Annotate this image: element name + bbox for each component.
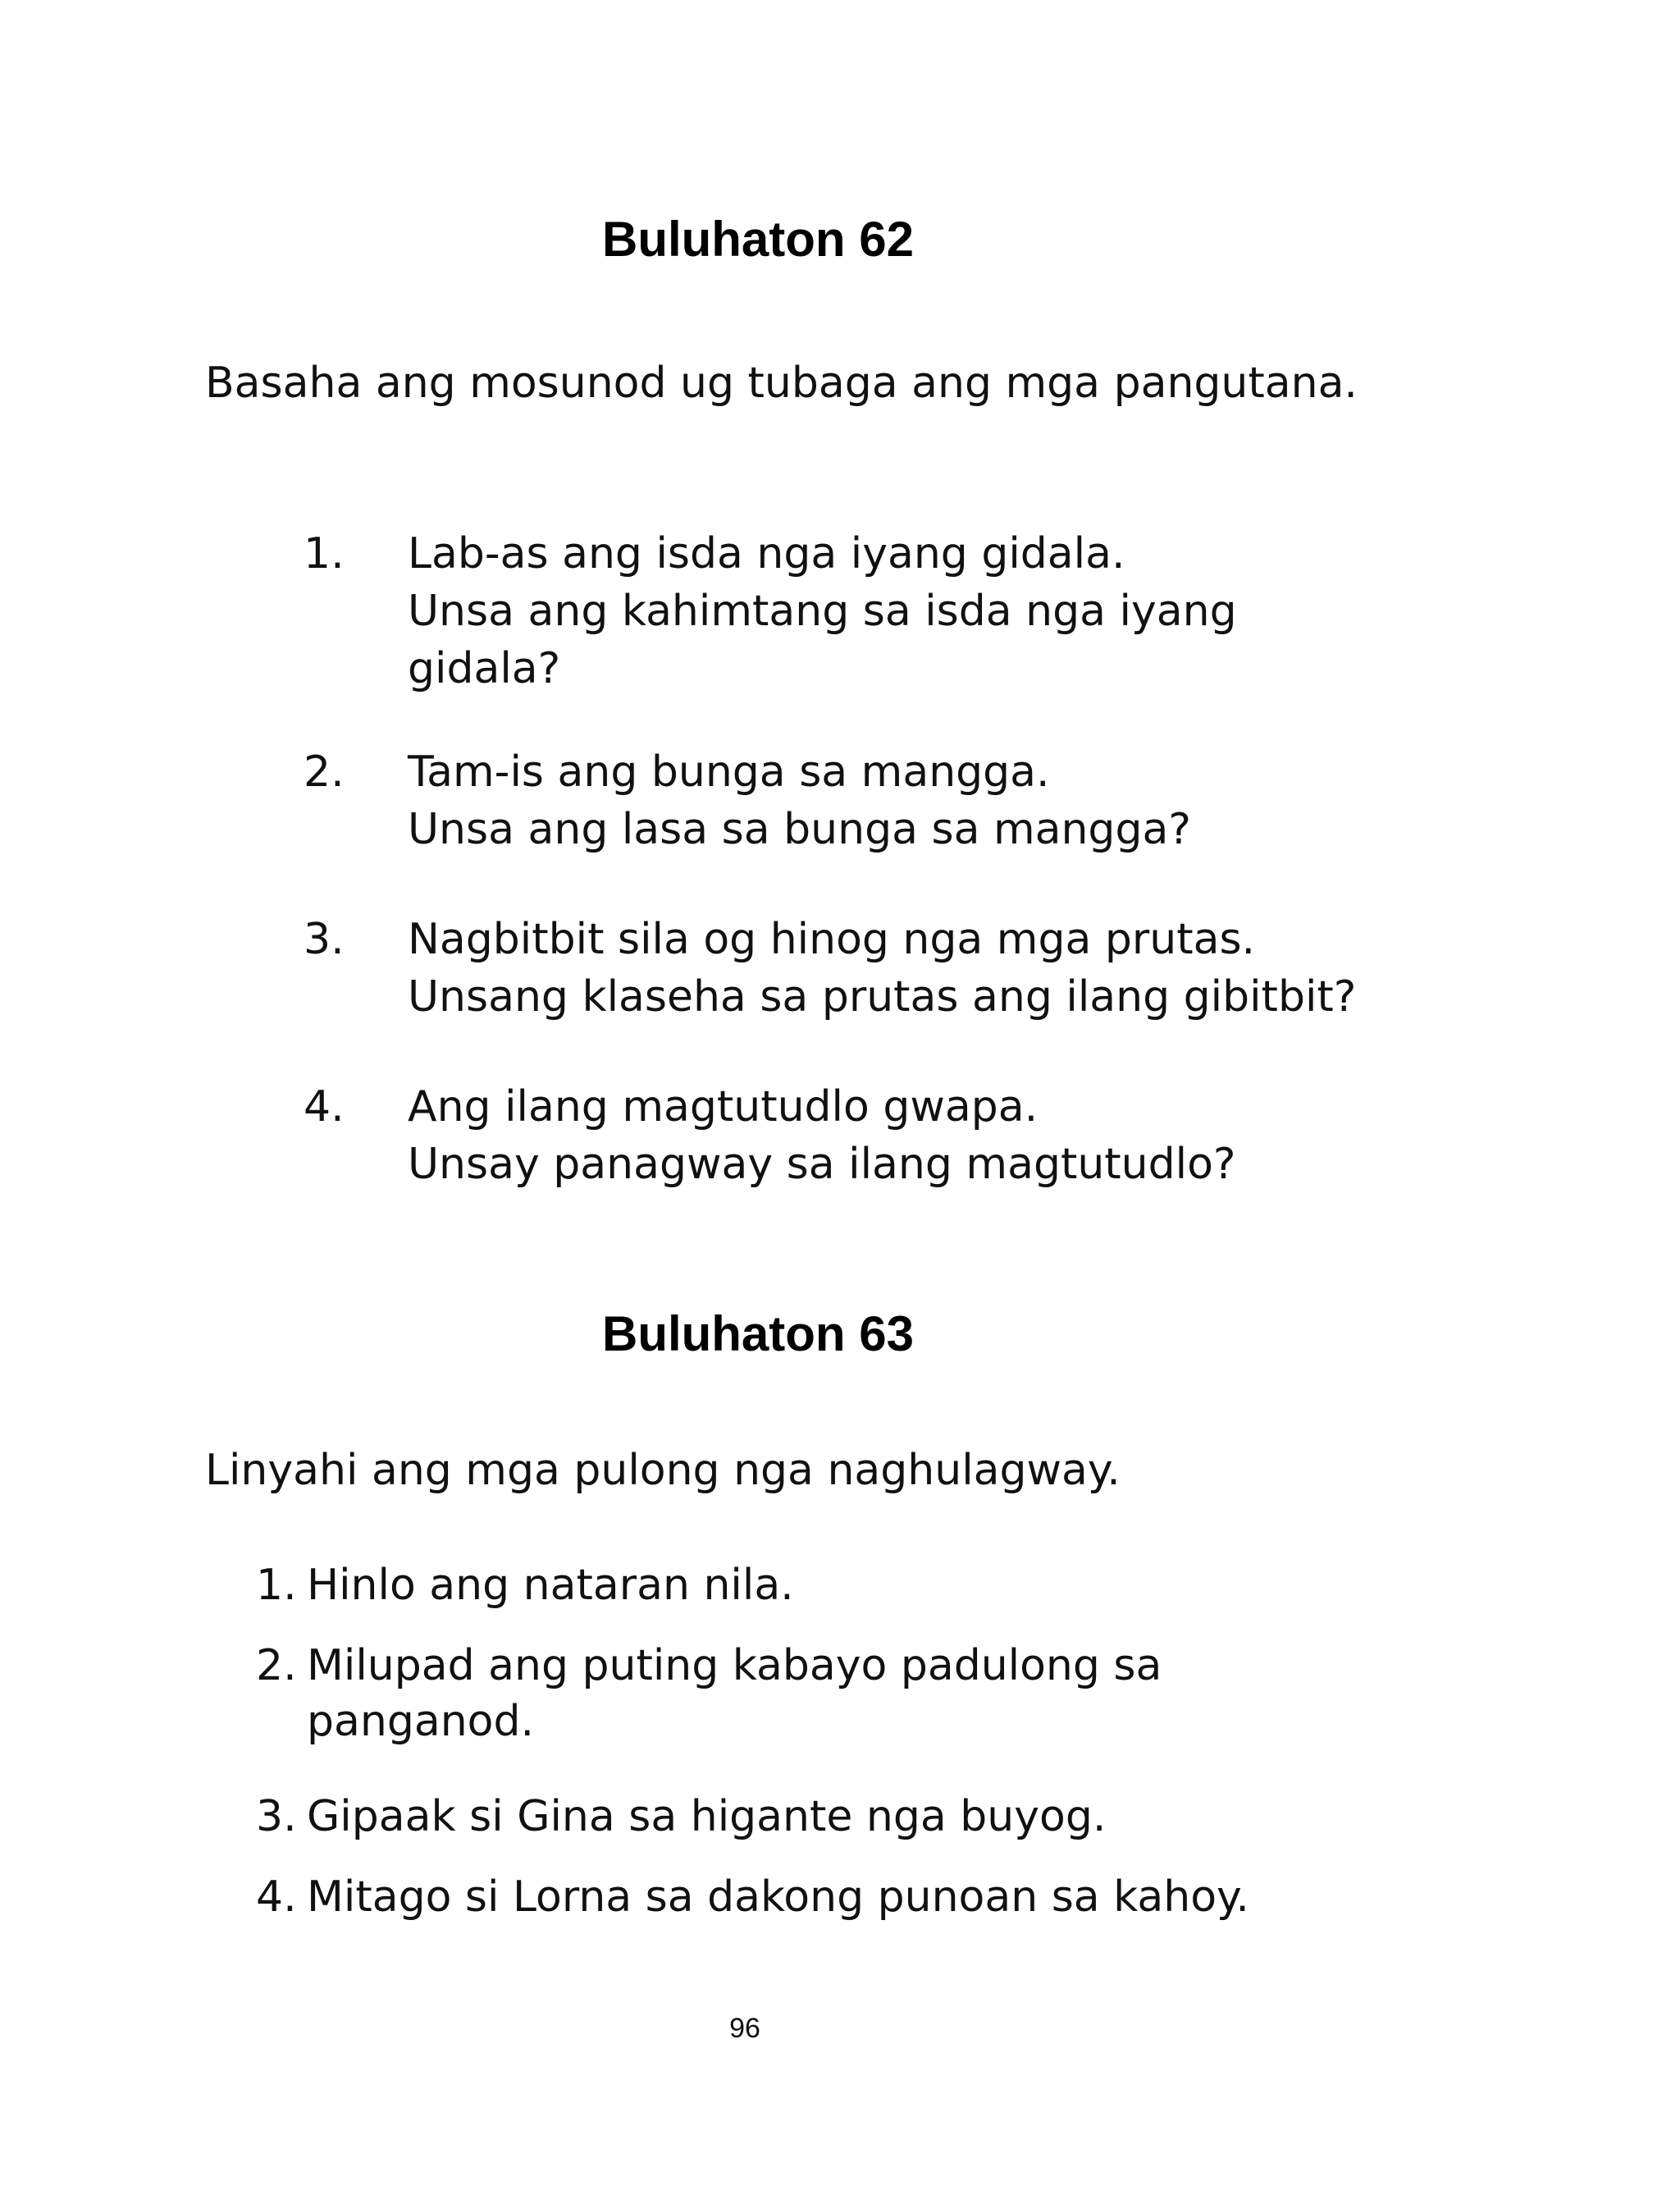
question-number: 2.	[304, 748, 345, 797]
section-63-instruction: Linyahi ang mga pulong nga naghulagway.	[205, 1446, 1121, 1495]
question-number: 3.	[304, 915, 345, 964]
question-prompt: Unsay panagway sa ilang magtutudlo?	[408, 1140, 1236, 1189]
sentence-text: Hinlo ang nataran nila.	[307, 1561, 794, 1610]
sentence-text: Gipaak si Gina sa higante nga buyog.	[307, 1792, 1107, 1841]
question-prompt: Unsa ang lasa sa bunga sa mangga?	[408, 805, 1191, 854]
question-statement: Lab-as ang isda nga iyang gidala.	[408, 529, 1125, 578]
sentence-number: 2.	[256, 1641, 297, 1690]
question-text	[408, 911, 1482, 1026]
sentence-number: 4.	[256, 1872, 297, 1922]
question-statement: Nagbitbit sila og hinog nga mga prutas.	[408, 915, 1256, 964]
page-number: 96	[729, 2013, 760, 2044]
sentence-line-continued: panganod.	[307, 1697, 535, 1746]
sentence-number: 3.	[256, 1792, 297, 1841]
sentence-text: Mitago si Lorna sa dakong punoan sa kahoy.	[307, 1872, 1249, 1922]
question-number: 1.	[304, 529, 345, 578]
section-62-title: Buluhaton 62	[601, 212, 914, 267]
section-63-title: Buluhaton 63	[601, 1306, 914, 1361]
question-statement: Ang ilang magtutudlo gwapa.	[408, 1082, 1039, 1132]
sentence-line: Milupad ang puting kabayo padulong sa	[307, 1641, 1162, 1690]
section-62-instruction: Basaha ang mosunod ug tubaga ang mga pangutana.	[205, 359, 1358, 408]
question-text	[408, 525, 1482, 697]
sentence-number: 1.	[256, 1561, 297, 1610]
question-statement: Tam-is ang bunga sa mangga.	[408, 748, 1050, 797]
question-prompt-continued: gidala?	[408, 644, 561, 693]
question-text	[408, 743, 1482, 858]
question-number: 4.	[304, 1082, 345, 1132]
question-prompt: Unsang klaseha sa prutas ang ilang gibitbit?	[408, 972, 1357, 1022]
question-text	[408, 1078, 1482, 1193]
question-prompt: Unsa ang kahimtang sa isda nga iyang	[408, 587, 1237, 636]
sentence-text	[307, 1638, 1373, 1749]
